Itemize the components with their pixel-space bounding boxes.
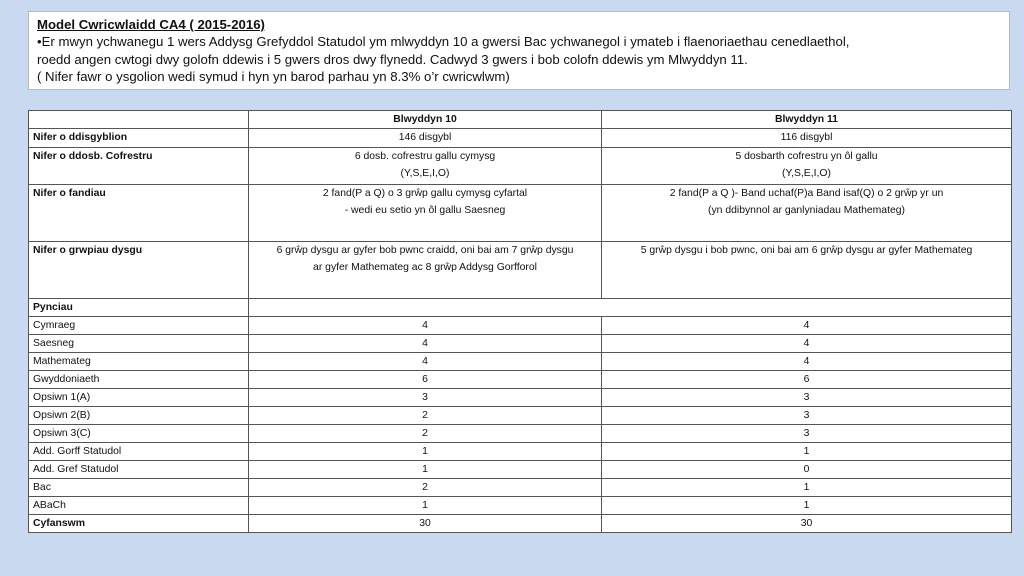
header-empty <box>29 111 249 129</box>
cell-y10 <box>249 148 602 185</box>
table-row <box>29 317 1012 335</box>
curriculum-table <box>28 110 1012 533</box>
cell-y10 <box>249 242 602 299</box>
cell-line: 2 fand(P a Q) o 3 grŵp gallu cymysg cyfartal <box>322 188 528 199</box>
cell-line: 116 disgybl <box>780 132 833 143</box>
subject-y11: 0 <box>602 461 1012 479</box>
total-y10: 30 <box>249 515 602 533</box>
total-y11: 30 <box>602 515 1012 533</box>
cell-y11 <box>602 185 1012 242</box>
intro-line: ( Nifer fawr o ysgolion wedi symud i hyn yn barod parhau yn 8.3% o’r cwricwlwm) <box>37 69 510 85</box>
intro-line: roedd angen cwtogi dwy golofn ddewis i 5 gwers dros dwy flynedd. Cadwyd 3 gwers i bob colofn ddewis ym Mlwyddyn 11. <box>37 51 748 67</box>
subject-y11: 4 <box>602 353 1012 371</box>
subject-y10: 2 <box>249 425 602 443</box>
table-row <box>29 407 1012 425</box>
cell-line: 2 fand(P a Q )- Band uchaf(P)a Band isaf(Q) o 2 grŵp yr un <box>669 188 944 199</box>
cell-line: 146 disgybl <box>398 132 452 143</box>
table-row <box>29 148 1012 185</box>
subject-y11: 1 <box>602 497 1012 515</box>
subject-y10: 1 <box>249 443 602 461</box>
subject-y11: 3 <box>602 407 1012 425</box>
subject-y11: 3 <box>602 425 1012 443</box>
subjects-header-row <box>29 299 1012 317</box>
subject-y10: 4 <box>249 353 602 371</box>
table-row <box>29 497 1012 515</box>
subject-y10: 1 <box>249 497 602 515</box>
cell-y11 <box>602 148 1012 185</box>
table-row <box>29 461 1012 479</box>
table-header-row <box>29 111 1012 129</box>
intro-line: •Er mwyn ychwanegu 1 wers Addysg Grefyddol Statudol ym mlwyddyn 10 a gwersi Bac ychwanegol i ymateb i flaenoriaethau cenedlaethol, <box>37 34 850 50</box>
subject-name: Add. Gorff Statudol <box>29 443 249 461</box>
subject-name: Bac <box>29 479 249 497</box>
cell-line: (Y,S,E,I,O) <box>782 168 831 179</box>
cell-line: - wedi eu setio yn ôl gallu Saesneg <box>344 205 506 216</box>
subject-y11: 1 <box>602 443 1012 461</box>
subject-y10: 4 <box>249 335 602 353</box>
total-row <box>29 515 1012 533</box>
cell-line: 5 dosbarth cofrestru yn ôl gallu <box>735 151 878 162</box>
subject-y10: 3 <box>249 389 602 407</box>
header-year-10: Blwyddyn 10 <box>249 111 602 129</box>
cell-y11 <box>602 129 1012 148</box>
table-row <box>29 425 1012 443</box>
subject-y10: 2 <box>249 479 602 497</box>
subject-y11: 6 <box>602 371 1012 389</box>
subject-name: Gwyddoniaeth <box>29 371 249 389</box>
row-label: Nifer o ddisgyblion <box>29 129 249 148</box>
subject-y10: 4 <box>249 317 602 335</box>
cell-y10 <box>249 129 602 148</box>
subject-y11: 1 <box>602 479 1012 497</box>
subject-y10: 6 <box>249 371 602 389</box>
cell-line: 5 grŵp dysgu i bob pwnc, oni bai am 6 grŵp dysgu ar gyfer Mathemateg <box>640 245 973 256</box>
cell-y11 <box>602 242 1012 299</box>
subjects-header: Pynciau <box>29 299 249 317</box>
subject-y11: 4 <box>602 335 1012 353</box>
subject-name: ABaCh <box>29 497 249 515</box>
subject-y11: 4 <box>602 317 1012 335</box>
cell-line: 6 grŵp dysgu ar gyfer bob pwnc craidd, oni bai am 7 grŵp dysgu <box>276 245 574 256</box>
row-label: Nifer o grwpiau dysgu <box>29 242 249 299</box>
table-row <box>29 371 1012 389</box>
table-row <box>29 389 1012 407</box>
row-label: Nifer o ddosb. Cofrestru <box>29 148 249 185</box>
row-label: Nifer o fandiau <box>29 185 249 242</box>
subject-y10: 2 <box>249 407 602 425</box>
intro-title: Model Cwricwlaidd CA4 ( 2015-2016) <box>37 17 265 32</box>
subject-y11: 3 <box>602 389 1012 407</box>
cell-line: (yn ddibynnol ar ganlyniadau Mathemateg) <box>708 205 905 216</box>
subject-name: Mathemateg <box>29 353 249 371</box>
cell-line: (Y,S,E,I,O) <box>400 168 450 179</box>
subject-name: Saesneg <box>29 335 249 353</box>
subject-name: Opsiwn 3(C) <box>29 425 249 443</box>
cell-y10 <box>249 185 602 242</box>
table-row <box>29 242 1012 299</box>
cell-line: ar gyfer Mathemateg ac 8 grŵp Addysg Gorfforol <box>313 262 537 273</box>
subjects-header-empty <box>249 299 1012 317</box>
table-row <box>29 479 1012 497</box>
total-label: Cyfanswm <box>29 515 249 533</box>
subject-name: Opsiwn 2(B) <box>29 407 249 425</box>
table-row <box>29 353 1012 371</box>
subject-name: Add. Gref Statudol <box>29 461 249 479</box>
cell-line: 6 dosb. cofrestru gallu cymysg <box>354 151 496 162</box>
intro-textbox <box>28 11 1010 90</box>
table-row <box>29 129 1012 148</box>
table-row <box>29 335 1012 353</box>
subject-name: Cymraeg <box>29 317 249 335</box>
table-row <box>29 443 1012 461</box>
subject-name: Opsiwn 1(A) <box>29 389 249 407</box>
header-year-11: Blwyddyn 11 <box>602 111 1012 129</box>
table-row <box>29 185 1012 242</box>
subject-y10: 1 <box>249 461 602 479</box>
